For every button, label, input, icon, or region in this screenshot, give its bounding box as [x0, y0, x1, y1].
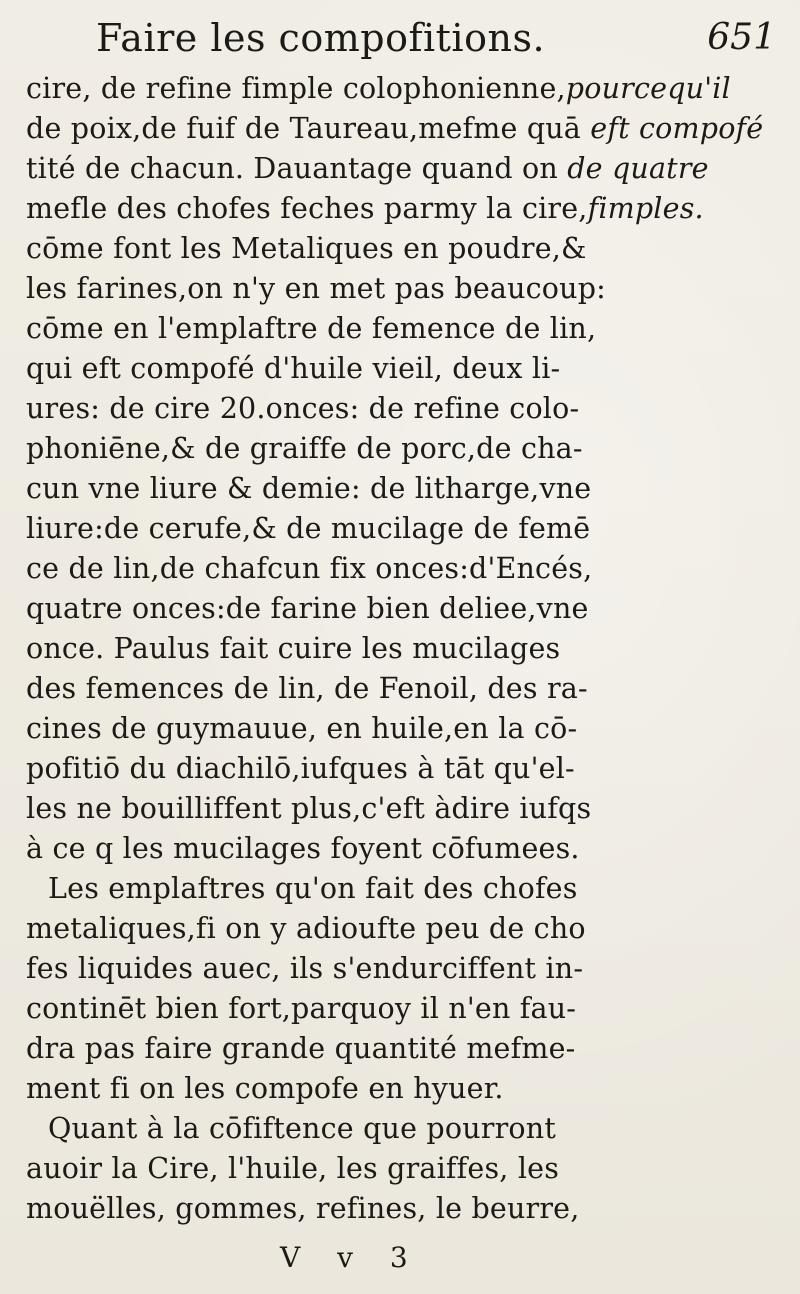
page-header	[96, 8, 776, 68]
running-head: Faire les compofitions.	[96, 16, 546, 60]
text-line: mefle des chofes feches parmy la cire,fimples.	[26, 192, 704, 225]
marginal-note: de quatre	[567, 152, 709, 185]
signature-mark: V v 3	[280, 1241, 422, 1274]
text-line: cire, de refine fimple colophonienne,pourcequ'il	[26, 72, 731, 105]
marginal-note: fimples.	[587, 192, 704, 225]
text-line: Quant à la cōfiftence que pourront	[48, 1112, 556, 1145]
text-line: pofitiō du diachilō,iufques à tāt qu'el-	[26, 752, 575, 785]
text-line: cōme font les Metaliques en poudre,&	[26, 232, 587, 265]
text-line: once. Paulus fait cuire les mucilages	[26, 632, 561, 665]
text-line: les ne bouilliffent plus,c'eft àdire iufqs	[26, 792, 592, 825]
text-line: tité de chacun. Dauantage quand on de quatre	[26, 152, 709, 185]
text-line: ment fi on les compofe en hyuer.	[26, 1072, 504, 1105]
text-line: ures: de cire 20.onces: de refine colo-	[26, 392, 580, 425]
text-line: ce de lin,de chafcun fix onces:d'Encés,	[26, 552, 593, 585]
text-line: quatre onces:de farine bien deliee,vne	[26, 592, 589, 625]
text-line: dra pas faire grande quantité mefme-	[26, 1032, 576, 1065]
text-line: des femences de lin, de Fenoil, des ra-	[26, 672, 588, 705]
text-line: cines de guymauue, en huile,en la cō-	[26, 712, 578, 745]
text-line: fes liquides auec, ils s'endurciffent in-	[26, 952, 584, 985]
marginal-note: eft compofé	[590, 112, 764, 145]
text-line: mouëlles, gommes, refines, le beurre,	[26, 1192, 580, 1225]
marginal-note: pourcequ'il	[565, 72, 731, 105]
text-line: à ce q les mucilages foyent cōfumees.	[26, 832, 580, 865]
text-line: continēt bien fort,parquoy il n'en fau-	[26, 992, 577, 1025]
text-line: de poix,de fuif de Taureau,mefme quā eft compofé	[26, 112, 764, 145]
text-line: liure:de cerufe,& de mucilage de femē	[26, 512, 591, 545]
text-line: cun vne liure & demie: de litharge,vne	[26, 472, 592, 505]
text-line: les farines,on n'y en met pas beaucoup:	[26, 272, 606, 305]
text-line: Les emplaftres qu'on fait des chofes	[48, 872, 578, 905]
text-line: phoniēne,& de graiffe de porc,de cha-	[26, 432, 583, 465]
text-line: cōme en l'emplaftre de femence de lin,	[26, 312, 597, 345]
page-number: 651	[707, 17, 776, 58]
text-line: auoir la Cire, l'huile, les graiffes, les	[26, 1152, 560, 1185]
text-line: metaliques,fi on y adioufte peu de cho	[26, 912, 586, 945]
text-line: qui eft compofé d'huile vieil, deux li-	[26, 352, 561, 385]
